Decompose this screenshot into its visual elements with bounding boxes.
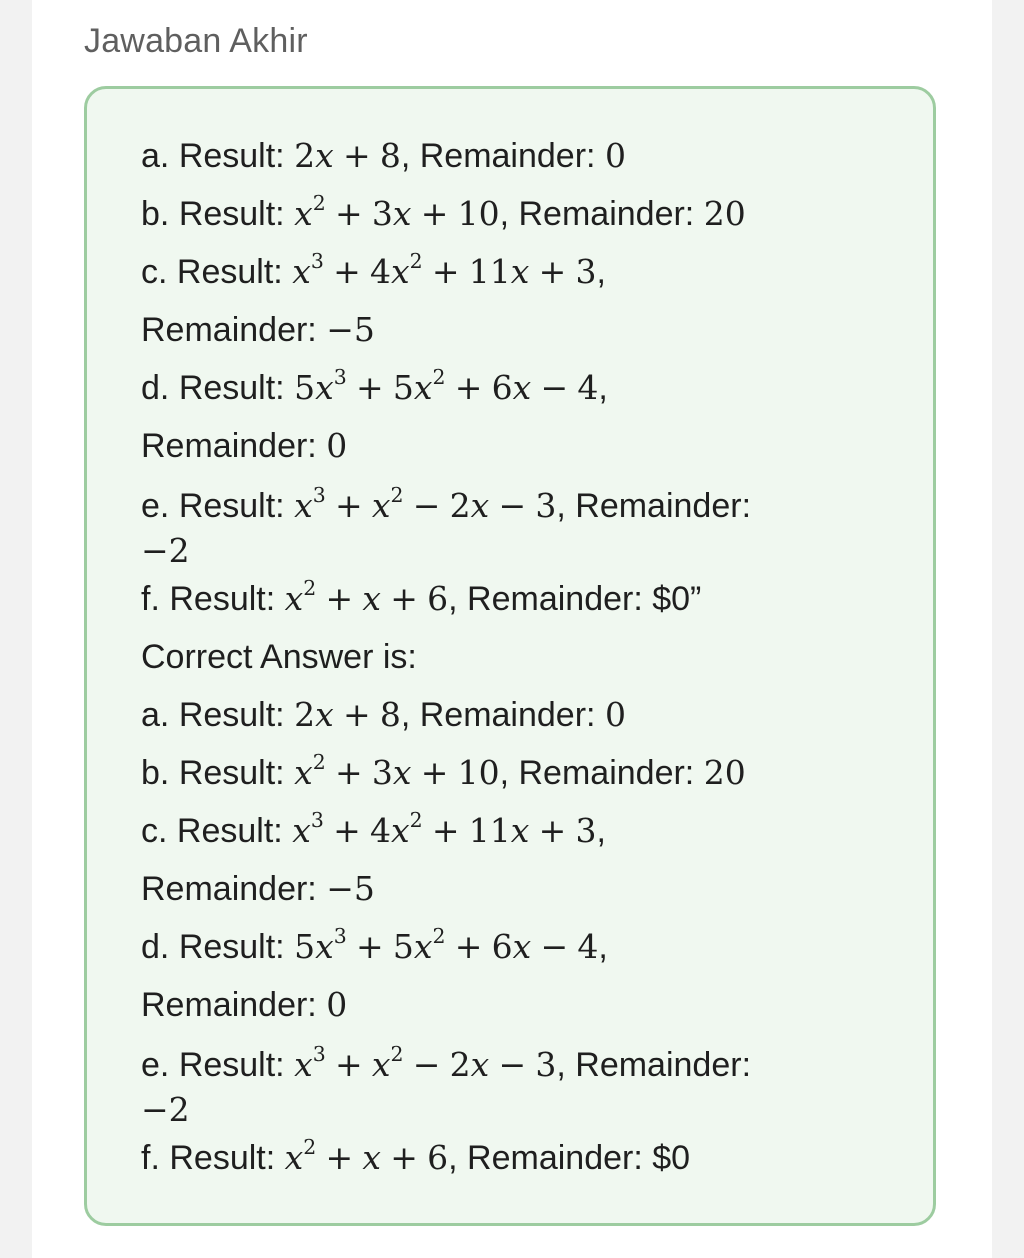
answer-line-d-remainder: Remainder: 0 xyxy=(141,426,348,465)
answer-line-d: d. Result: $5x^3 + 5x^2 + 6x - 4$, xyxy=(141,923,608,966)
answer-box xyxy=(84,86,936,1226)
answer-line-f: f. Result: $x^2 + x + 6$, Remainder: $0” xyxy=(141,575,702,618)
section-heading: Jawaban Akhir xyxy=(84,22,308,60)
math-expression: $x^3 + x^2 - 2x - 3$ xyxy=(294,1041,557,1084)
answer-line-e: e. Result: $x^3 + x^2 - 2x - 3$, Remainder: xyxy=(141,1041,752,1084)
answer-line-c-remainder: Remainder: −5 xyxy=(141,310,375,349)
page xyxy=(32,0,992,1258)
answer-line-b: b. Result: $x^2 + 3x + 10$, Remainder: 20 xyxy=(141,190,746,233)
answer-line-c: c. Result: $x^3 + 4x^2 + 11x + 3$, xyxy=(141,248,606,291)
answer-line-e: e. Result: $x^3 + x^2 - 2x - 3$, Remainder: xyxy=(141,482,752,525)
math-expression: 2x + 8 xyxy=(294,136,401,175)
answer-line-e-remainder: −2 xyxy=(141,531,190,570)
math-expression: $5x^3 + 5x^2 + 6x - 4$ xyxy=(294,364,599,407)
math-expression: $x^3 + 4x^2 + 11x + 3$ xyxy=(292,807,597,850)
answer-line-a: a. Result: 2x + 8, Remainder: 0 xyxy=(141,695,626,734)
answer-line-a: a. Result: 2x + 8, Remainder: 0 xyxy=(141,136,626,175)
math-expression: $x^2 + x + 6$ xyxy=(284,575,449,618)
math-expression: $x^2 + x + 6$ xyxy=(284,1134,449,1177)
answer-line-e-remainder: −2 xyxy=(141,1090,190,1129)
answer-line-c-remainder: Remainder: −5 xyxy=(141,869,375,908)
math-expression: $5x^3 + 5x^2 + 6x - 4$ xyxy=(294,923,599,966)
math-expression: $x^3 + 4x^2 + 11x + 3$ xyxy=(292,248,597,291)
math-expression: $x^2 + 3x + 10$ xyxy=(294,190,500,233)
math-expression: 2x + 8 xyxy=(294,695,401,734)
math-expression: $x^3 + x^2 - 2x - 3$ xyxy=(294,482,557,525)
math-expression: $x^2 + 3x + 10$ xyxy=(294,749,500,792)
correct-answer-label: Correct Answer is: xyxy=(141,638,417,676)
answer-line-d: d. Result: $5x^3 + 5x^2 + 6x - 4$, xyxy=(141,364,608,407)
answer-line-f: f. Result: $x^2 + x + 6$, Remainder: $0 xyxy=(141,1134,691,1177)
answer-line-c: c. Result: $x^3 + 4x^2 + 11x + 3$, xyxy=(141,807,606,850)
answer-line-b: b. Result: $x^2 + 3x + 10$, Remainder: 20 xyxy=(141,749,746,792)
answer-line-d-remainder: Remainder: 0 xyxy=(141,985,348,1024)
